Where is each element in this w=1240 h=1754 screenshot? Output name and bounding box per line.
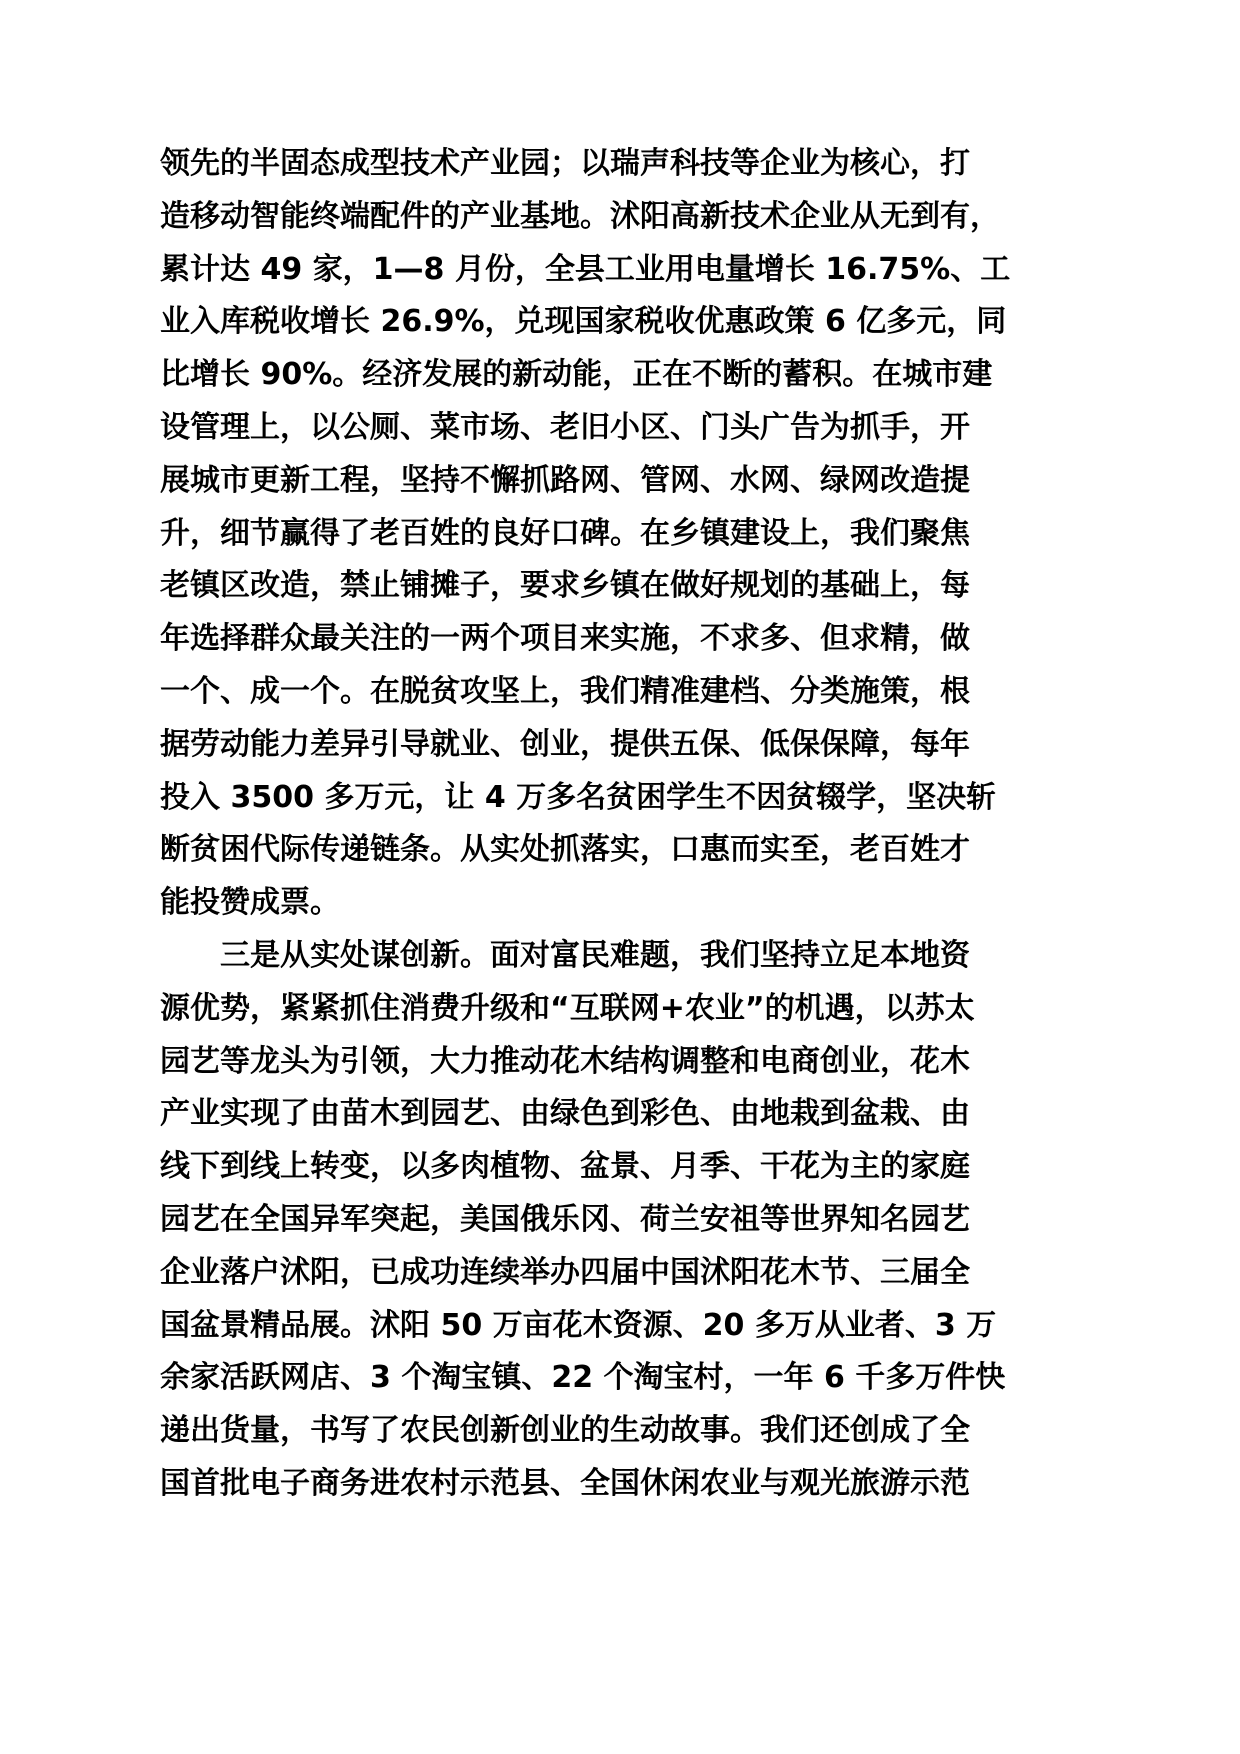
text-line: 余家活跃网店、3 个淘宝镇、22 个淘宝村，一年 6 千多万件快 <box>160 1360 1006 1396</box>
text-line: 展城市更新工程，坚持不懈抓路网、管网、水网、绿网改造提 <box>160 462 970 498</box>
text-line: 断贫困代际传递链条。从实处抓落实，口惠而实至，老百姓才 <box>160 832 970 868</box>
text-line: 能投赞成票。 <box>160 885 340 921</box>
text-line: 设管理上，以公厕、菜市场、老旧小区、门头广告为抓手，开 <box>160 409 970 445</box>
body-text <box>160 138 1080 1511</box>
text-line: 园艺等龙头为引领，大力推动花木结构调整和电商创业，花木 <box>160 1043 970 1079</box>
paragraph-start-line: 三是从实处谋创新。面对富民难题，我们坚持立足本地资 <box>220 937 970 973</box>
text-line: 国盆景精品展。沭阳 50 万亩花木资源、20 多万从业者、3 万 <box>160 1307 997 1343</box>
text-line: 升，细节赢得了老百姓的良好口碑。在乡镇建设上，我们聚焦 <box>160 515 970 551</box>
text-line: 业入库税收增长 26.9%，兑现国家税收优惠政策 6 亿多元，同 <box>160 304 1007 340</box>
text-line: 线下到线上转变，以多肉植物、盆景、月季、干花为主的家庭 <box>160 1149 970 1185</box>
text-line: 递出货量，书写了农民创新创业的生动故事。我们还创成了全 <box>160 1413 970 1449</box>
text-line: 比增长 90%。经济发展的新动能，正在不断的蓄积。在城市建 <box>160 357 993 393</box>
text-line: 领先的半固态成型技术产业园；以瑞声科技等企业为核心，打 <box>160 146 970 181</box>
text-line: 园艺在全国异军突起，美国俄乐冈、荷兰安祖等世界知名园艺 <box>160 1201 970 1237</box>
text-line: 源优势，紧紧抓住消费升级和“互联网+农业”的机遇，以苏太 <box>160 990 975 1026</box>
text-line: 企业落户沭阳，已成功连续举办四届中国沭阳花木节、三届全 <box>160 1254 970 1290</box>
text-line: 产业实现了由苗木到园艺、由绿色到彩色、由地栽到盆栽、由 <box>160 1096 970 1132</box>
text-line: 一个、成一个。在脱贫攻坚上，我们精准建档、分类施策，根 <box>160 673 970 709</box>
text-line: 国首批电子商务进农村示范县、全国休闲农业与观光旅游示范 <box>160 1465 970 1501</box>
text-line: 老镇区改造，禁止铺摊子，要求乡镇在做好规划的基础上，每 <box>160 568 970 604</box>
text-line: 据劳动能力差异引导就业、创业，提供五保、低保保障，每年 <box>160 726 970 762</box>
text-line: 累计达 49 家，1—8 月份，全县工业用电量增长 16.75%、工 <box>160 251 1011 287</box>
text-line: 投入 3500 多万元，让 4 万多名贫困学生不因贫辍学，坚决斩 <box>160 779 997 815</box>
text-line: 年选择群众最关注的一两个项目来实施，不求多、但求精，做 <box>160 621 970 657</box>
text-line: 造移动智能终端配件的产业基地。沭阳高新技术企业从无到有， <box>160 198 1000 234</box>
